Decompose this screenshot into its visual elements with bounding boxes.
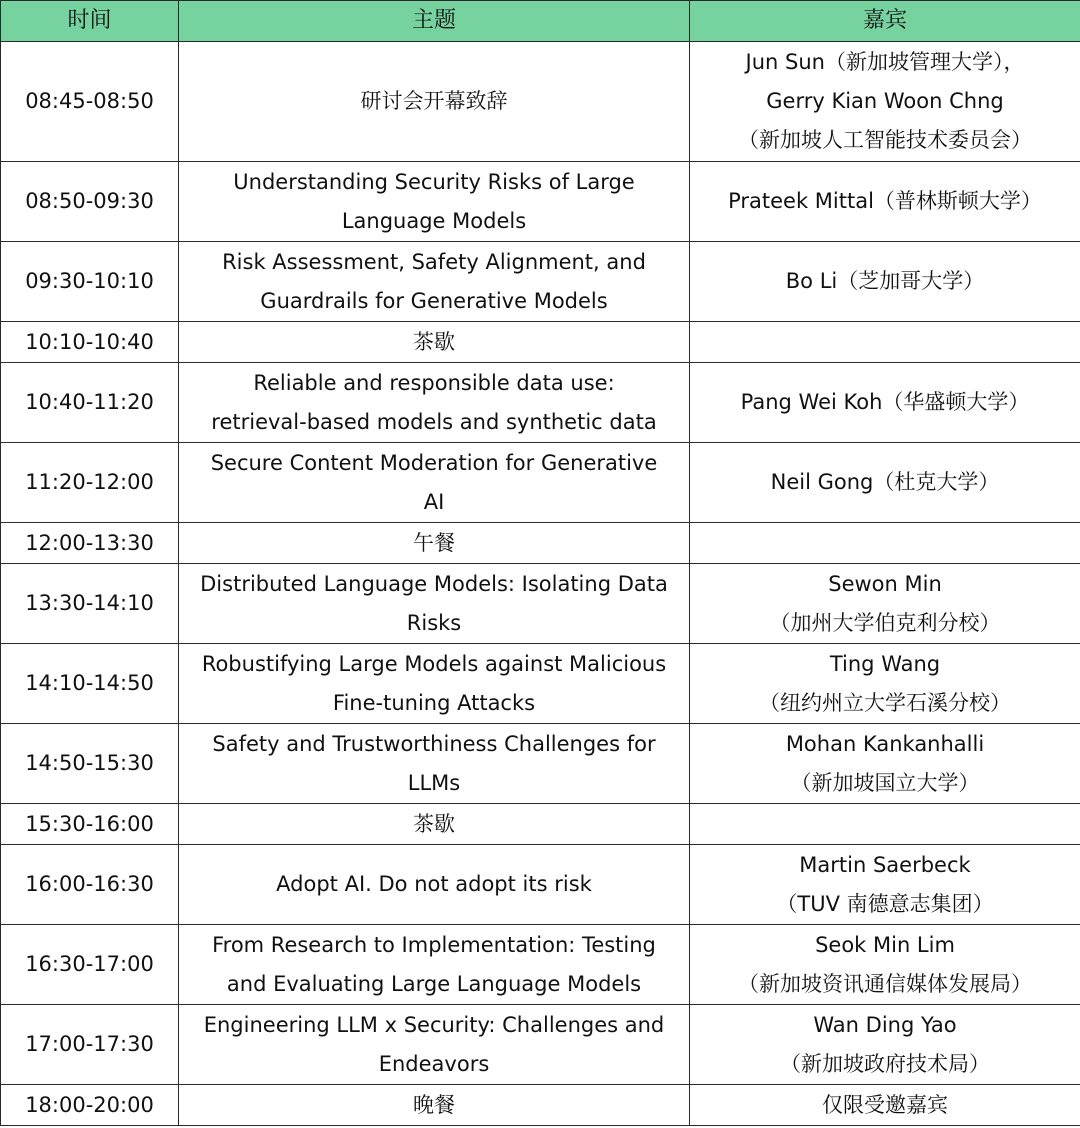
cell-speaker — [690, 925, 1080, 1005]
cell-time: 10:10-10:40 — [1, 322, 179, 363]
speaker-line: （TUV 南德意志集团） — [776, 891, 994, 916]
table-row — [1, 363, 1080, 443]
speaker-line: （加州大学伯克利分校） — [769, 610, 1001, 635]
cell-topic — [179, 564, 690, 644]
topic-line: Guardrails for Generative Models — [260, 288, 608, 313]
topic-line: 茶歇 — [413, 811, 455, 836]
cell-speaker — [690, 363, 1080, 443]
schedule-body — [1, 42, 1080, 1126]
table-row — [1, 242, 1080, 322]
topic-line: Robustifying Large Models against Malicious — [201, 651, 667, 676]
cell-time: 18:00-20:00 — [1, 1085, 179, 1126]
cell-speaker — [690, 523, 1080, 564]
topic-line: AI — [423, 489, 445, 514]
cell-speaker — [690, 644, 1080, 724]
topic-line: retrieval-based models and synthetic data — [211, 409, 657, 434]
table-row — [1, 1085, 1080, 1126]
cell-time: 08:50-09:30 — [1, 162, 179, 242]
cell-time: 17:00-17:30 — [1, 1005, 179, 1085]
topic-line: 午餐 — [413, 530, 455, 555]
cell-time: 13:30-14:10 — [1, 564, 179, 644]
topic-line: Safety and Trustworthiness Challenges for — [212, 731, 656, 756]
cell-topic — [179, 845, 690, 925]
topic-line: Secure Content Moderation for Generative — [210, 450, 658, 475]
cell-topic — [179, 443, 690, 523]
cell-time: 14:50-15:30 — [1, 724, 179, 804]
table-row — [1, 322, 1080, 363]
speaker-line: Seok Min Lim — [815, 932, 955, 957]
speaker-line: Sewon Min — [828, 571, 942, 596]
topic-line: Reliable and responsible data use: — [253, 370, 615, 395]
table-row — [1, 1005, 1080, 1085]
cell-time: 16:30-17:00 — [1, 925, 179, 1005]
table-row — [1, 42, 1080, 162]
cell-topic — [179, 162, 690, 242]
table-row — [1, 845, 1080, 925]
cell-topic — [179, 1005, 690, 1085]
cell-topic — [179, 1085, 690, 1126]
cell-speaker — [690, 322, 1080, 363]
cell-speaker — [690, 804, 1080, 845]
topic-line: Understanding Security Risks of Large — [233, 169, 635, 194]
table-row — [1, 724, 1080, 804]
table-row — [1, 564, 1080, 644]
topic-line: Adopt AI. Do not adopt its risk — [276, 872, 592, 896]
speaker-line: Neil Gong（杜克大学） — [770, 470, 1000, 494]
cell-speaker — [690, 42, 1080, 162]
cell-time: 11:20-12:00 — [1, 443, 179, 523]
table-row — [1, 925, 1080, 1005]
cell-speaker — [690, 1005, 1080, 1085]
topic-line: Engineering LLM x Security: Challenges and — [203, 1012, 665, 1037]
topic-line: 茶歇 — [413, 329, 455, 354]
topic-line: 研讨会开幕致辞 — [360, 89, 508, 113]
cell-speaker — [690, 162, 1080, 242]
topic-line: From Research to Implementation: Testing — [212, 932, 656, 957]
cell-speaker — [690, 845, 1080, 925]
speaker-line: Mohan Kankanhalli — [785, 731, 985, 756]
cell-topic — [179, 925, 690, 1005]
cell-topic — [179, 322, 690, 363]
cell-topic — [179, 644, 690, 724]
topic-line: Endeavors — [378, 1051, 490, 1076]
topic-line: Fine-tuning Attacks — [332, 690, 536, 715]
cell-time: 15:30-16:00 — [1, 804, 179, 845]
speaker-line: （新加坡资讯通信媒体发展局） — [738, 971, 1032, 996]
cell-time: 14:10-14:50 — [1, 644, 179, 724]
speaker-line: （新加坡国立大学） — [790, 770, 980, 795]
cell-topic — [179, 724, 690, 804]
table-row — [1, 804, 1080, 845]
topic-line: 晚餐 — [413, 1092, 455, 1117]
topic-line: LLMs — [407, 770, 461, 795]
cell-time: 08:45-08:50 — [1, 42, 179, 162]
cell-time: 12:00-13:30 — [1, 523, 179, 564]
cell-time: 16:00-16:30 — [1, 845, 179, 925]
header-speaker: 嘉宾 — [690, 1, 1080, 42]
speaker-line: （纽约州立大学石溪分校） — [759, 690, 1011, 715]
cell-topic — [179, 42, 690, 162]
speaker-line: （新加坡人工智能技术委员会） — [738, 128, 1032, 152]
speaker-line: Prateek Mittal（普林斯顿大学） — [728, 189, 1042, 213]
table-row — [1, 523, 1080, 564]
table-row — [1, 443, 1080, 523]
table-row — [1, 644, 1080, 724]
header-row — [1, 1, 1080, 42]
topic-line: and Evaluating Large Language Models — [226, 971, 642, 996]
speaker-line: Wan Ding Yao — [813, 1012, 957, 1037]
topic-line: Distributed Language Models: Isolating Data — [200, 571, 668, 596]
speaker-line: Gerry Kian Woon Chng — [766, 89, 1004, 113]
speaker-line: Jun Sun（新加坡管理大学）， — [745, 50, 1025, 74]
cell-topic — [179, 804, 690, 845]
topic-line: Risk Assessment, Safety Alignment, and — [222, 249, 646, 274]
cell-time: 10:40-11:20 — [1, 363, 179, 443]
header-time: 时间 — [1, 1, 179, 42]
topic-line: Risks — [406, 610, 462, 635]
header-topic: 主题 — [179, 1, 690, 42]
speaker-line: Ting Wang — [829, 651, 941, 676]
topic-line: Language Models — [341, 208, 527, 233]
speaker-line: 仅限受邀嘉宾 — [822, 1092, 948, 1117]
cell-topic — [179, 363, 690, 443]
speaker-line: Martin Saerbeck — [799, 852, 971, 877]
speaker-line: Bo Li（芝加哥大学） — [785, 269, 985, 293]
cell-topic — [179, 242, 690, 322]
cell-speaker — [690, 564, 1080, 644]
cell-speaker — [690, 443, 1080, 523]
cell-time: 09:30-10:10 — [1, 242, 179, 322]
table-row — [1, 162, 1080, 242]
cell-speaker — [690, 1085, 1080, 1126]
speaker-line: （新加坡政府技术局） — [780, 1051, 990, 1076]
cell-topic — [179, 523, 690, 564]
cell-speaker — [690, 724, 1080, 804]
cell-speaker — [690, 242, 1080, 322]
speaker-line: Pang Wei Koh（华盛顿大学） — [740, 390, 1030, 414]
